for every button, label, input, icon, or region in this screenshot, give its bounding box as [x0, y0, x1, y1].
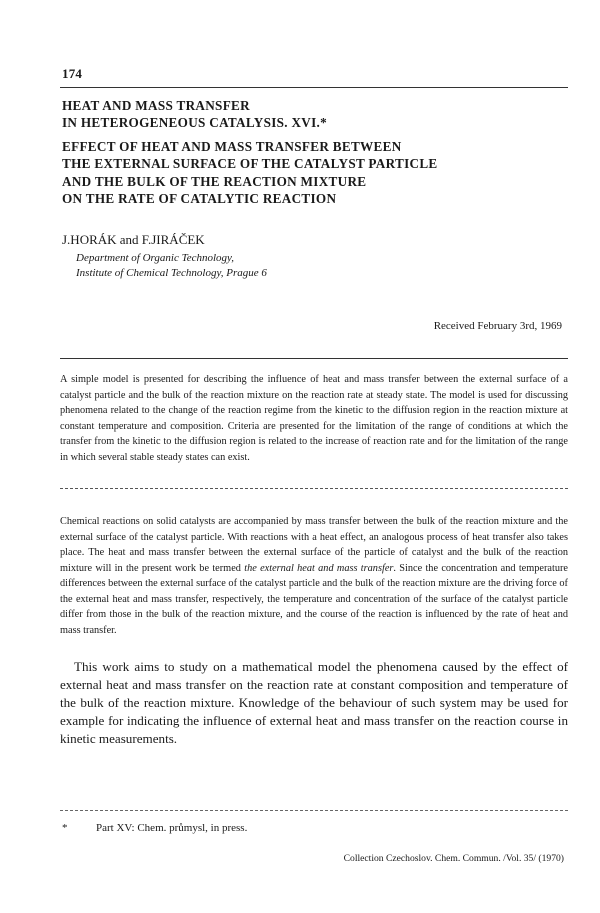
body-paragraph: This work aims to study on a mathematical model the phenomena caused by the effect of external heat and mass transfer on the reaction rate at constant composition and temperature of the bulk of the reaction mixture. Knowledge of the behaviour of such system may be used for example for indicating the influence of external heat and mass transfer on the reaction course in kinetic measurements. — [60, 659, 568, 746]
intro-text-2: . Since the concentration and temperature differences between the external surface of the catalyst particle and the bulk of the reaction mixture are the driving force of the external heat and mass transfer, respectively, the temperature and concentration of the surface of the catalyst particle differ from those in the bulk of the reaction mixture, and the course of the reaction is influenced by the rate of heat and mass transfer. — [60, 562, 568, 636]
intro-text-1: Chemical reactions on solid catalysts are accompanied by mass transfer between the bulk of the reaction mixture and the external surface of the catalyst particle. With reactions with a heat effect, an analogous process of heat transfer also takes place. The heat and mass transfer between the external surface of the particle of catalyst and the bulk of the reaction mixture will in the present work be termed — [60, 516, 568, 574]
series-title-line-2: IN HETEROGENEOUS CATALYSIS. XVI.* — [62, 115, 328, 131]
footnote-text: Part XV: Chem. průmysl, in press. — [96, 822, 248, 834]
paper-title-line-4: ON THE RATE OF CATALYTIC REACTION — [62, 190, 337, 206]
series-title — [62, 97, 562, 132]
received-date: Received February 3rd, 1969 — [433, 320, 562, 332]
abstract: A simple model is presented for describing the influence of heat and mass transfer between the external surface of a catalyst particle and the bulk of the reaction mixture on the reaction rate at steady state. The model is used for discussing phenomena related to the change of the reaction regime from the kinetic to the diffusion region in the reaction mixture at constant temperature and composition. Criteria are presented for the limitation of the range of conditions at which the transfer from the kinetic to the diffusion region is related to the increase of reaction rate and for the limitation of the range in which several stable steady states can exist. — [60, 374, 568, 463]
affiliation-department: Department of Organic Technology, — [76, 252, 235, 264]
footnote — [62, 822, 247, 834]
paper-title — [62, 138, 562, 207]
journal-citation: Collection Czechoslov. Chem. Commun. /Vol. 35/ (1970) — [343, 853, 564, 864]
footnote-mark: * — [62, 822, 68, 834]
footnote-rule — [60, 810, 568, 811]
authors: J.HORÁK and F.JIRÁČEK — [62, 232, 205, 247]
intro-paragraph — [60, 514, 568, 638]
paper-title-line-3: AND THE BULK OF THE REACTION MIXTURE — [62, 173, 367, 189]
intro-term: the external heat and mass transfer — [244, 562, 394, 574]
abstract-bottom-rule — [60, 488, 568, 489]
page-number: 174 — [62, 66, 83, 81]
affiliation-institute: Institute of Chemical Technology, Prague 6 — [76, 267, 267, 279]
series-title-line-1: HEAT AND MASS TRANSFER — [62, 98, 250, 113]
paper-title-line-2: THE EXTERNAL SURFACE OF THE CATALYST PARTICLE — [62, 156, 438, 172]
affiliation — [76, 251, 267, 281]
abstract-top-rule — [60, 358, 568, 359]
paper-title-line-1: EFFECT OF HEAT AND MASS TRANSFER BETWEEN — [62, 139, 402, 154]
header-rule — [60, 87, 568, 88]
